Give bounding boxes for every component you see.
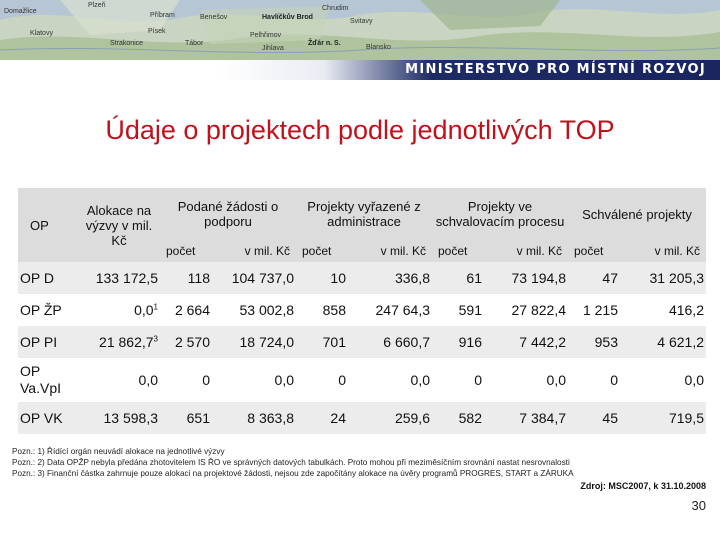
row-alokace: 133 172,5 — [78, 262, 160, 294]
row-podane-pocet: 118 — [160, 262, 212, 294]
footnote: Pozn.: 2) Data OPŽP nebyla předána zhotovitelem IS ŘO ve správných datových tabulkách. Proto mohou při meziměsíčním srovnání nastat nesrovnalosti — [12, 458, 570, 467]
source-note: Zdroj: MSC2007, k 31.10.2008 — [580, 481, 706, 491]
row-schvalene-mil: 719,5 — [620, 402, 706, 434]
row-podane-mil: 104 737,0 — [212, 262, 296, 294]
row-podane-mil: 53 002,8 — [212, 294, 296, 326]
row-proces-pocet: 0 — [432, 358, 484, 402]
row-vyrazene-pocet: 858 — [296, 294, 348, 326]
row-podane-pocet: 651 — [160, 402, 212, 434]
row-op: OP Va.VpI — [18, 358, 78, 402]
subheader-mil: v mil. Kč — [348, 240, 432, 262]
row-schvalene-pocet: 953 — [568, 326, 620, 358]
table-row — [18, 294, 706, 326]
row-proces-mil: 73 194,8 — [484, 262, 568, 294]
subheader-pocet: počet — [432, 240, 484, 262]
row-alokace: $0,0^1$ — [78, 294, 160, 326]
footnote: Pozn.: 1) Řídící orgán neuvádí alokace na jednotlivé výzvy — [12, 447, 225, 456]
town-label: Žďár n. S. — [308, 40, 341, 47]
town-label: Havlíčkův Brod — [262, 14, 313, 21]
subheader-mil: v mil. Kč — [620, 240, 706, 262]
town-label: Tábor — [185, 40, 204, 47]
row-op: OP PI — [18, 326, 78, 358]
row-op: OP VK — [18, 402, 78, 434]
subheader-pocet: počet — [296, 240, 348, 262]
town-label: Písek — [148, 28, 166, 35]
town-label: Příbram — [150, 12, 175, 19]
town-label: Pelhřimov — [250, 32, 282, 39]
row-podane-pocet: 2 570 — [160, 326, 212, 358]
row-vyrazene-pocet: 701 — [296, 326, 348, 358]
row-op: OP ŽP — [18, 294, 78, 326]
row-schvalene-mil: 416,2 — [620, 294, 706, 326]
row-schvalene-pocet: 1 215 — [568, 294, 620, 326]
row-alokace: 13 598,3 — [78, 402, 160, 434]
town-label: Strakonice — [110, 40, 144, 47]
page-number: 30 — [691, 498, 706, 513]
table-row — [18, 358, 706, 402]
row-schvalene-pocet: 0 — [568, 358, 620, 402]
town-label: Benešov — [200, 14, 228, 21]
row-schvalene-pocet: 47 — [568, 262, 620, 294]
row-proces-pocet: 582 — [432, 402, 484, 434]
row-proces-pocet: 591 — [432, 294, 484, 326]
row-vyrazene-pocet: 10 — [296, 262, 348, 294]
town-label: Svitavy — [350, 18, 373, 25]
town-label: Blansko — [366, 44, 391, 51]
header-schvalene: Schválené projekty — [568, 188, 706, 240]
town-label: Jihlava — [262, 45, 284, 52]
row-proces-mil: 7 384,7 — [484, 402, 568, 434]
row-op: OP D — [18, 262, 78, 294]
row-vyrazene-pocet: 24 — [296, 402, 348, 434]
row-proces-mil: 0,0 — [484, 358, 568, 402]
footnote-marker: 1 — [153, 302, 158, 312]
town-label: Chrudim — [322, 5, 349, 12]
header-op: OP — [18, 188, 78, 262]
slide-title: Údaje o projektech podle jednotlivých TOP — [105, 115, 615, 145]
subheader-mil: v mil. Kč — [484, 240, 568, 262]
row-proces-mil: 27 822,4 — [484, 294, 568, 326]
header-podane: Podané žádosti o podporu — [160, 188, 296, 240]
row-vyrazene-mil: 336,8 — [348, 262, 432, 294]
footnote: Pozn.: 3) Finanční částka zahrnuje pouze alokaci na projektové žádosti, nejsou zde započítány alokace na úvěry programů PROGRES, START a ZÁRUKA — [12, 469, 574, 478]
table-row — [18, 262, 706, 294]
header-schvalovaci: Projekty ve schvalovacím procesu — [432, 188, 568, 240]
row-podane-mil: 8 363,8 — [212, 402, 296, 434]
subheader-mil: v mil. Kč — [212, 240, 296, 262]
row-alokace: 21 862,7$^3$ — [78, 326, 160, 358]
table-row — [18, 402, 706, 434]
projects-table — [18, 188, 706, 434]
row-vyrazene-mil: 259,6 — [348, 402, 432, 434]
header-banner — [0, 0, 720, 80]
row-vyrazene-mil: 6 660,7 — [348, 326, 432, 358]
row-schvalene-pocet: 45 — [568, 402, 620, 434]
table-row — [18, 326, 706, 358]
town-label: Domažlice — [4, 8, 37, 15]
footnote-marker: 3 — [153, 334, 158, 344]
subheader-pocet: počet — [160, 240, 212, 262]
row-schvalene-mil: 0,0 — [620, 358, 706, 402]
row-schvalene-mil: 31 205,3 — [620, 262, 706, 294]
town-label: Klatovy — [30, 30, 53, 37]
footnotes — [12, 446, 574, 479]
subheader-pocet: počet — [568, 240, 620, 262]
row-alokace: 0,0 — [78, 358, 160, 402]
map-graphic — [0, 0, 720, 62]
row-podane-pocet: 0 — [160, 358, 212, 402]
row-vyrazene-pocet: 0 — [296, 358, 348, 402]
row-proces-pocet: 61 — [432, 262, 484, 294]
row-proces-pocet: 916 — [432, 326, 484, 358]
row-proces-mil: 7 442,2 — [484, 326, 568, 358]
ministry-name: MINISTERSTVO PRO MÍSTNÍ ROZVOJ — [405, 62, 706, 77]
town-label: Plzeň — [88, 2, 106, 9]
row-vyrazene-mil: 0,0 — [348, 358, 432, 402]
row-schvalene-mil: 4 621,2 — [620, 326, 706, 358]
header-vyrazene: Projekty vyřazené z administrace — [296, 188, 432, 240]
row-podane-mil: 0,0 — [212, 358, 296, 402]
ministry-banner — [0, 60, 720, 80]
header-alokace: Alokace na výzvy v mil. Kč — [78, 188, 160, 262]
row-podane-pocet: 2 664 — [160, 294, 212, 326]
row-vyrazene-mil: 247 64,3 — [348, 294, 432, 326]
row-podane-mil: 18 724,0 — [212, 326, 296, 358]
